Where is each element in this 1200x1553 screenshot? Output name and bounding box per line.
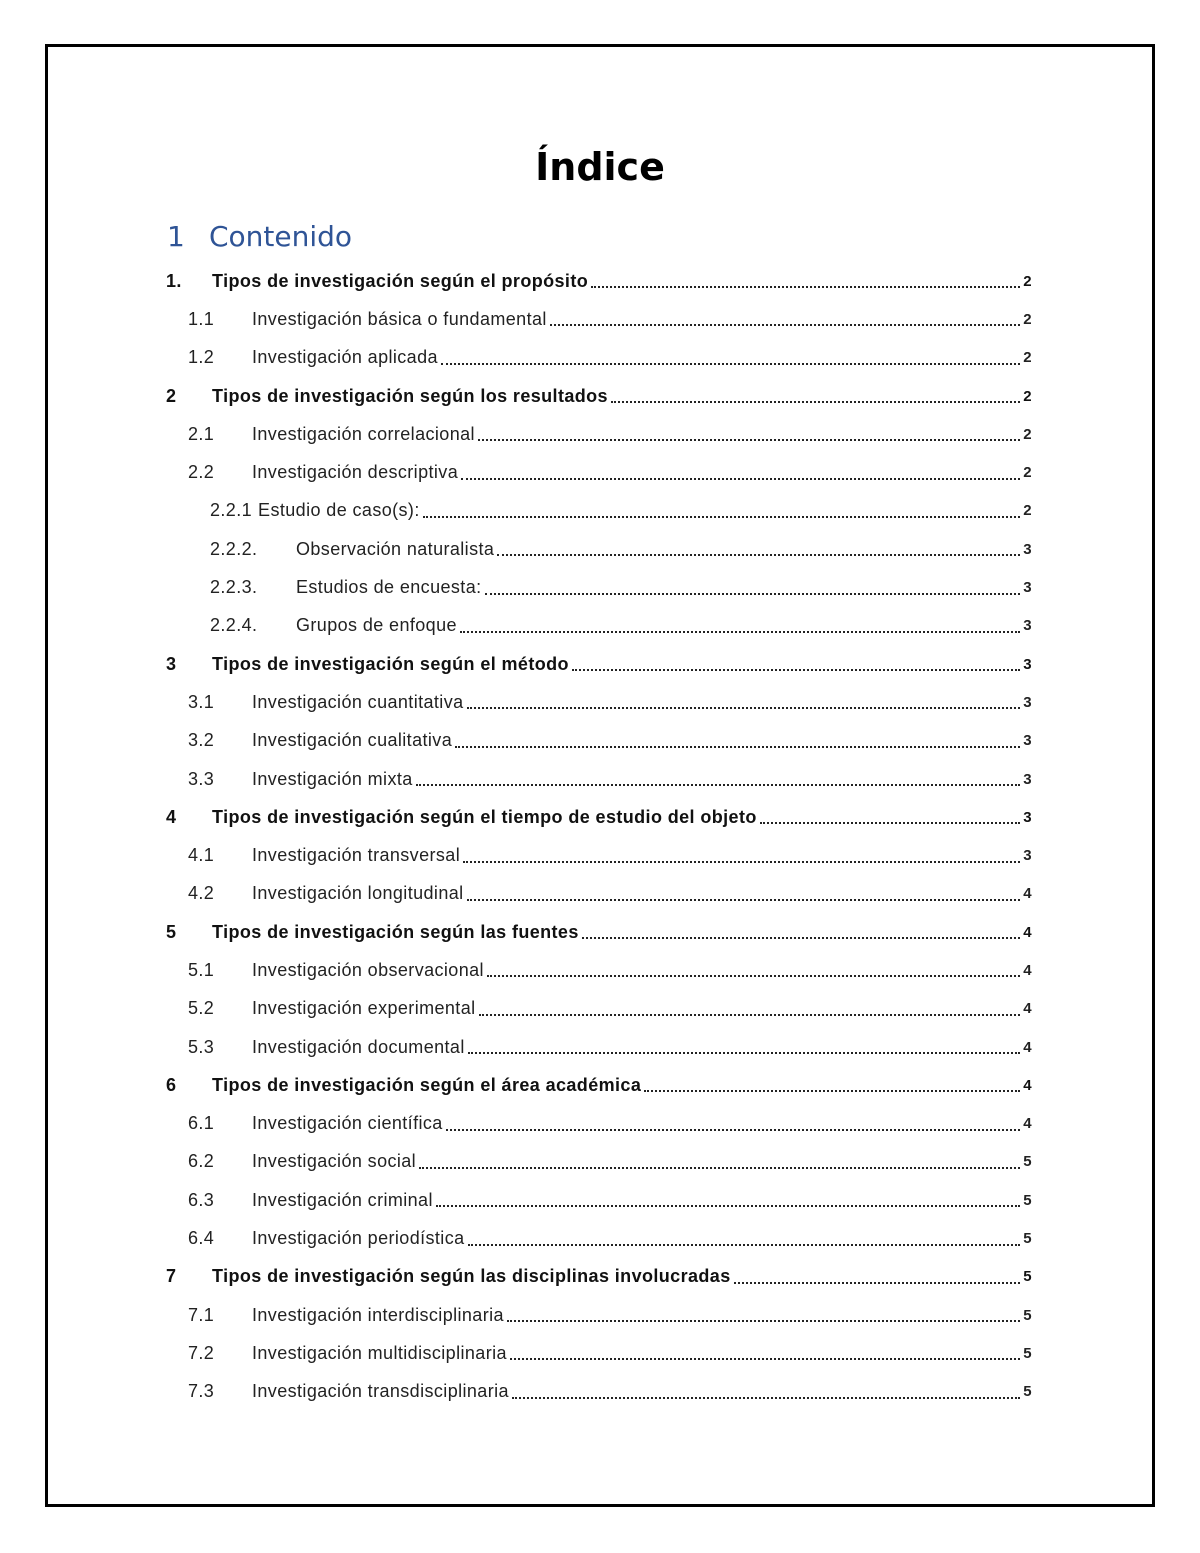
- toc-entry[interactable]: [166, 453, 1032, 491]
- section-heading-text: Contenido: [209, 220, 353, 253]
- toc-entry[interactable]: [166, 1143, 1032, 1181]
- toc-page-number: 5: [1023, 1153, 1032, 1171]
- toc-entry[interactable]: [166, 683, 1032, 721]
- toc-page-number: 2: [1023, 349, 1032, 367]
- toc-dot-leader: [463, 861, 1020, 863]
- toc-entry-number: 2.1: [188, 423, 215, 444]
- toc-entry[interactable]: [166, 1219, 1032, 1257]
- toc-dot-leader: [461, 478, 1020, 480]
- toc-page-number: 5: [1023, 1383, 1032, 1401]
- toc-entry[interactable]: [166, 645, 1032, 683]
- toc-entry[interactable]: [166, 568, 1032, 606]
- toc-entry[interactable]: [166, 1296, 1032, 1334]
- toc-page-number: 3: [1023, 808, 1032, 826]
- toc-entry[interactable]: [166, 1066, 1032, 1104]
- toc-dot-leader: [734, 1282, 1021, 1284]
- toc-page-number: 2: [1023, 272, 1032, 290]
- toc-page-number: 3: [1023, 693, 1032, 711]
- toc-entry-number: 6.4: [188, 1228, 215, 1249]
- toc-page-number: 2: [1023, 464, 1032, 482]
- toc-entry-title: Tipos de investigación según el propósito: [212, 270, 589, 291]
- toc-dot-leader: [467, 707, 1021, 709]
- toc-entry-number: 7.3: [188, 1381, 215, 1402]
- toc-entry[interactable]: [166, 875, 1032, 913]
- toc-entry-number: 2.2.1: [210, 500, 253, 521]
- toc-entry[interactable]: [166, 607, 1032, 645]
- toc-entry-number: 1.: [166, 270, 182, 291]
- toc-entry-title: Investigación científica: [252, 1113, 443, 1134]
- page-title: Índice: [535, 145, 665, 189]
- toc-dot-leader: [468, 1244, 1021, 1246]
- toc-entry[interactable]: [166, 1373, 1032, 1411]
- toc-entry[interactable]: [166, 798, 1032, 836]
- toc-entry-title: Investigación criminal: [252, 1189, 433, 1210]
- toc-entry-title: Tipos de investigación según los resultados: [212, 385, 608, 406]
- toc-entry-title: Investigación transdisciplinaria: [252, 1381, 509, 1402]
- toc-page-number: 5: [1023, 1268, 1032, 1286]
- toc-entry-title: Investigación multidisciplinaria: [252, 1342, 507, 1363]
- toc-page-number: 3: [1023, 847, 1032, 865]
- toc-entry-number: 5.3: [188, 1036, 215, 1057]
- toc-entry[interactable]: [166, 1258, 1032, 1296]
- toc-entry-title: Tipos de investigación según el método: [212, 653, 569, 674]
- toc-page-number: 3: [1023, 540, 1032, 558]
- toc-entry-number: 6.2: [188, 1151, 215, 1172]
- toc-dot-leader: [485, 593, 1021, 595]
- toc-entry-number: 6.1: [188, 1113, 215, 1134]
- toc-dot-leader: [416, 784, 1021, 786]
- toc-entry-title: Investigación interdisciplinaria: [252, 1304, 504, 1325]
- toc-entry-number: 4: [166, 806, 177, 827]
- toc-entry-number: 6.3: [188, 1189, 215, 1210]
- toc-entry-number: 2.2.3.: [210, 577, 258, 598]
- toc-entry-title: Investigación documental: [252, 1036, 465, 1057]
- toc-entry-title: Investigación social: [252, 1151, 417, 1172]
- toc-dot-leader: [611, 401, 1020, 403]
- toc-entry-title: Investigación experimental: [252, 998, 476, 1019]
- toc-dot-leader: [487, 975, 1020, 977]
- toc-entry-title: Observación naturalista: [296, 538, 495, 559]
- toc-entry[interactable]: [166, 530, 1032, 568]
- toc-entry[interactable]: [166, 300, 1032, 338]
- toc-dot-leader: [441, 363, 1020, 365]
- toc-page-number: 3: [1023, 770, 1032, 788]
- toc-entry-number: 2: [166, 385, 177, 406]
- toc-dot-leader: [760, 822, 1021, 824]
- toc-entry[interactable]: [166, 1105, 1032, 1143]
- toc-page-number: 3: [1023, 617, 1032, 635]
- toc-dot-leader: [478, 439, 1020, 441]
- table-of-contents: [166, 262, 1032, 1411]
- toc-dot-leader: [644, 1090, 1020, 1092]
- toc-entry[interactable]: [166, 760, 1032, 798]
- toc-entry[interactable]: [166, 836, 1032, 874]
- toc-entry-number: 5: [166, 921, 177, 942]
- toc-page-number: 3: [1023, 732, 1032, 750]
- toc-entry-number: 3.1: [188, 691, 215, 712]
- toc-entry-number: 3.3: [188, 768, 215, 789]
- toc-entry-title: Investigación básica o fundamental: [252, 308, 547, 329]
- toc-dot-leader: [446, 1129, 1021, 1131]
- toc-entry-number: 7: [166, 1266, 177, 1287]
- toc-dot-leader: [507, 1320, 1020, 1322]
- toc-entry-number: 6: [166, 1074, 177, 1095]
- toc-page-number: 4: [1023, 1038, 1032, 1056]
- toc-entry[interactable]: [166, 1181, 1032, 1219]
- toc-entry-number: 1.1: [188, 308, 215, 329]
- toc-page-number: 2: [1023, 425, 1032, 443]
- toc-page-number: 2: [1023, 310, 1032, 328]
- toc-dot-leader: [497, 554, 1020, 556]
- toc-page-number: 4: [1023, 923, 1032, 941]
- toc-page-number: 5: [1023, 1306, 1032, 1324]
- toc-dot-leader: [572, 669, 1020, 671]
- toc-entry-number: 5.1: [188, 959, 215, 980]
- toc-dot-leader: [455, 746, 1020, 748]
- toc-dot-leader: [510, 1358, 1020, 1360]
- toc-entry-title: Grupos de enfoque: [296, 615, 457, 636]
- toc-page-number: 3: [1023, 655, 1032, 673]
- toc-page-number: 5: [1023, 1230, 1032, 1248]
- toc-entry-number: 7.1: [188, 1304, 215, 1325]
- section-heading-number: 1: [167, 220, 185, 253]
- toc-page-number: 4: [1023, 1115, 1032, 1133]
- toc-entry-title: Tipos de investigación según las disciplinas involucradas: [212, 1266, 731, 1287]
- toc-entry[interactable]: [166, 1028, 1032, 1066]
- toc-entry-title: Tipos de investigación según las fuentes: [212, 921, 579, 942]
- toc-page-number: 4: [1023, 1000, 1032, 1018]
- toc-entry-number: 5.2: [188, 998, 215, 1019]
- toc-entry-title: Investigación transversal: [252, 845, 461, 866]
- toc-entry[interactable]: [166, 492, 1032, 530]
- toc-entry-number: 4.2: [188, 883, 215, 904]
- toc-entry-number: 2.2.2.: [210, 538, 258, 559]
- toc-page-number: 2: [1023, 502, 1032, 520]
- toc-entry[interactable]: [166, 722, 1032, 760]
- toc-entry-title: Investigación observacional: [252, 959, 484, 980]
- toc-entry-number: 3: [166, 653, 177, 674]
- toc-dot-leader: [467, 899, 1021, 901]
- toc-entry-number: 4.1: [188, 845, 215, 866]
- toc-entry-title: Investigación cuantitativa: [252, 691, 464, 712]
- toc-entry-title: Investigación mixta: [252, 768, 413, 789]
- toc-page-number: 2: [1023, 387, 1032, 405]
- toc-entry-number: 2.2.4.: [210, 615, 258, 636]
- toc-dot-leader: [479, 1014, 1021, 1016]
- toc-entry-number: 2.2: [188, 462, 215, 483]
- toc-page-number: 4: [1023, 885, 1032, 903]
- toc-entry-title: Investigación cualitativa: [252, 730, 453, 751]
- toc-page-number: 5: [1023, 1344, 1032, 1362]
- toc-dot-leader: [460, 631, 1020, 633]
- toc-entry-title: Estudio de caso(s):: [258, 500, 420, 521]
- toc-page-number: 4: [1023, 1076, 1032, 1094]
- toc-entry-title: Investigación descriptiva: [252, 462, 459, 483]
- toc-entry-number: 1.2: [188, 347, 215, 368]
- toc-page-number: 3: [1023, 579, 1032, 597]
- toc-dot-leader: [591, 286, 1020, 288]
- toc-entry-title: Estudios de encuesta:: [296, 577, 482, 598]
- toc-entry-title: Tipos de investigación según el área académica: [212, 1074, 642, 1095]
- toc-dot-leader: [468, 1052, 1021, 1054]
- toc-entry-title: Investigación periodística: [252, 1228, 465, 1249]
- section-heading: [167, 220, 352, 253]
- toc-dot-leader: [423, 516, 1021, 518]
- toc-entry-title: Investigación longitudinal: [252, 883, 464, 904]
- toc-entry-title: Investigación aplicada: [252, 347, 438, 368]
- toc-dot-leader: [512, 1397, 1020, 1399]
- toc-page-number: 4: [1023, 961, 1032, 979]
- toc-entry[interactable]: [166, 415, 1032, 453]
- toc-entry[interactable]: [166, 377, 1032, 415]
- toc-entry[interactable]: [166, 913, 1032, 951]
- toc-dot-leader: [582, 937, 1020, 939]
- toc-dot-leader: [550, 324, 1020, 326]
- toc-dot-leader: [419, 1167, 1020, 1169]
- toc-entry[interactable]: [166, 262, 1032, 300]
- toc-entry[interactable]: [166, 339, 1032, 377]
- toc-entry[interactable]: [166, 990, 1032, 1028]
- toc-entry-number: 7.2: [188, 1342, 215, 1363]
- toc-entry[interactable]: [166, 1334, 1032, 1372]
- toc-entry-number: 3.2: [188, 730, 215, 751]
- toc-entry-title: Investigación correlacional: [252, 423, 475, 444]
- toc-dot-leader: [436, 1205, 1020, 1207]
- toc-entry[interactable]: [166, 951, 1032, 989]
- toc-page-number: 5: [1023, 1191, 1032, 1209]
- toc-entry-title: Tipos de investigación según el tiempo de estudio del objeto: [212, 806, 757, 827]
